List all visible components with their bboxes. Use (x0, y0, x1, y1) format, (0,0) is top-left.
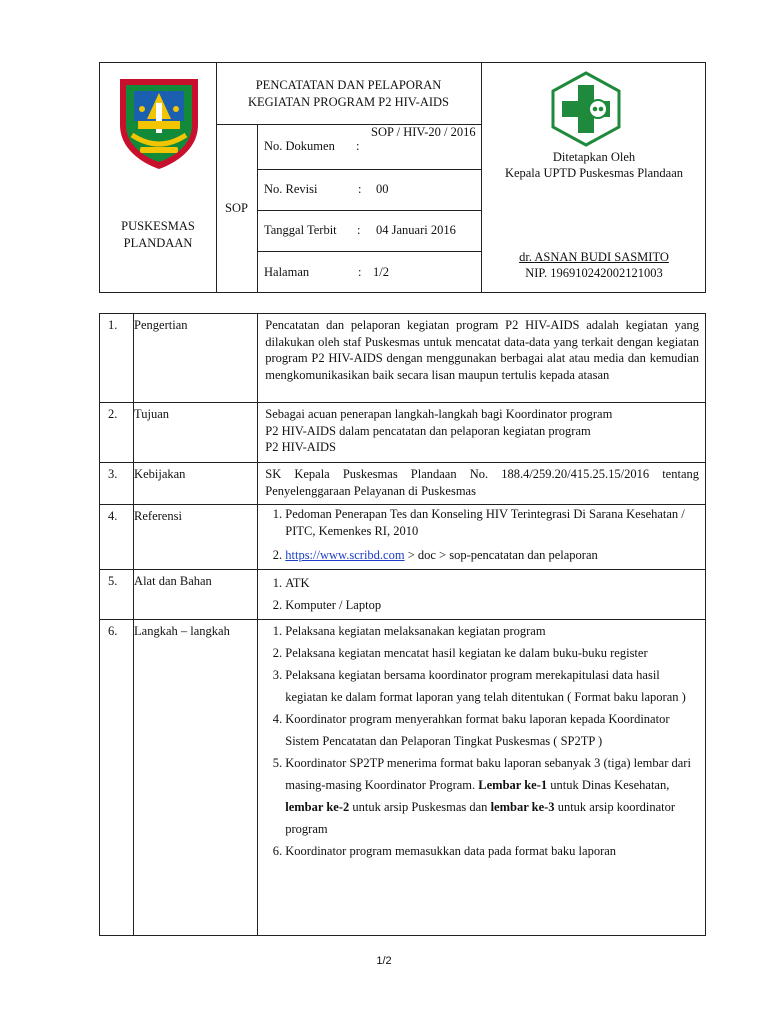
meta-label: No. Dokumen (264, 139, 335, 153)
table-row (100, 314, 706, 403)
list-item (285, 620, 699, 642)
table-row (100, 570, 706, 620)
step-emphasis: lembar ke-2 (285, 800, 350, 814)
meta-row-issue-date (258, 210, 481, 251)
table-row (100, 403, 706, 463)
meta-colon: : (358, 265, 362, 279)
step-text: untuk arsip Puskesmas dan (349, 800, 491, 814)
document-title (216, 77, 481, 111)
sop-label: SOP (225, 201, 248, 215)
meta-colon: : (358, 182, 362, 196)
table-row (100, 620, 706, 936)
table-row (100, 463, 706, 505)
meta-value: SOP / HIV-20 / 2016 (371, 125, 476, 139)
table-row (100, 505, 706, 570)
step-text: Pelaksana kegiatan bersama koordinator program merekapitulasi data hasil kegiatan ke dalam format laporan yang telah ditentukan ( Format baku laporan ) (285, 668, 686, 704)
step-text: Koordinator SP2TP menerima format baku laporan sebanyak 3 (tiga) lembar dari masing-masing Koordinator Program. (285, 756, 691, 792)
section-label: Kebijakan (134, 467, 186, 481)
meta-colon: : (357, 223, 361, 237)
puskesmas-cross-icon (548, 71, 624, 147)
approval-line1: Ditetapkan Oleh (552, 150, 636, 164)
meta-row-revision (258, 169, 481, 210)
meta-label: Halaman (264, 265, 310, 279)
reference-text: Pedoman Penerapan Tes dan Konseling HIV Terintegrasi Di Sarana Kesehatan / PITC, Kemenkes RI, 2010 (285, 507, 685, 538)
regency-crest-icon (116, 73, 202, 171)
step-emphasis: lembar ke-3 (490, 800, 555, 814)
section-number: 3. (108, 467, 118, 481)
sop-content-table (99, 313, 706, 936)
signer-block (481, 249, 707, 281)
section-label: Alat dan Bahan (134, 574, 212, 588)
tool-text: ATK (285, 576, 310, 590)
list-item (285, 752, 699, 840)
section-number: 2. (108, 407, 118, 421)
step-text: untuk arsip koordinator program (285, 800, 676, 836)
list-item (285, 594, 699, 616)
section-label: Langkah – langkah (134, 624, 230, 638)
org-name-line1: PUSKESMAS (121, 219, 195, 233)
section-number: 1. (108, 318, 118, 332)
purpose-line: P2 HIV-AIDS (265, 440, 336, 454)
section-policy-text: SK Kepala Puskesmas Plandaan No. 188.4/259.20/415.25.15/2016 tentang Penyelenggaraan Pelayanan di Puskesmas (265, 467, 699, 498)
approval-text (481, 149, 707, 181)
reference-list (258, 505, 705, 569)
document-header (99, 62, 706, 293)
section-purpose-text (258, 403, 705, 460)
step-text: Koordinator program memasukkan data pada format baku laporan (285, 844, 617, 858)
meta-label: No. Revisi (264, 182, 318, 196)
tool-text: Komputer / Laptop (285, 598, 382, 612)
reference-link[interactable]: https://www.scribd.com (285, 548, 405, 562)
org-name (100, 218, 216, 252)
section-label: Tujuan (134, 407, 170, 421)
signer-nip: NIP. 196910242002121003 (525, 266, 663, 280)
purpose-line: P2 HIV-AIDS dalam pencatatan dan pelaporan kegiatan program (265, 423, 591, 438)
list-item (285, 506, 699, 544)
org-name-line2: PLANDAAN (123, 236, 193, 250)
list-item (285, 664, 699, 708)
list-item (285, 572, 699, 594)
list-item (285, 544, 699, 566)
step-emphasis: Lembar ke-1 (478, 778, 548, 792)
meta-value: 04 Januari 2016 (376, 223, 456, 237)
section-label: Pengertian (134, 318, 188, 332)
steps-list (258, 620, 705, 865)
signer-name: dr. ASNAN BUDI SASMITO (519, 250, 669, 264)
meta-colon: : (356, 139, 360, 153)
list-item (285, 708, 699, 752)
reference-text: > doc > sop-pencatatan dan pelaporan (404, 548, 598, 562)
section-definition-text: Pencatatan dan pelaporan kegiatan program P2 HIV-AIDS adalah kegiatan yang dilakukan oleh staf Puskesmas untuk mencatat data-data yang terkait dengan kegiatan program P2 HIV-AIDS dengan menggunakan berbagai alat atau media dan kemudian mengkomunikasikan baik secara lisan maupun tertulis kepada atasan (265, 318, 699, 382)
meta-label: Tanggal Terbit (264, 223, 337, 237)
step-text: Pelaksana kegiatan mencatat hasil kegiatan ke dalam buku-buku register (285, 646, 648, 660)
list-item (285, 642, 699, 664)
meta-value: 00 (376, 182, 389, 196)
section-number: 6. (108, 624, 118, 638)
step-text: Pelaksana kegiatan melaksanakan kegiatan program (285, 624, 546, 638)
section-number: 5. (108, 574, 118, 588)
section-label: Referensi (134, 509, 182, 523)
page-number: 1/2 (376, 955, 392, 967)
section-number: 4. (108, 509, 118, 523)
step-text: untuk Dinas Kesehatan, (547, 778, 670, 792)
list-item (285, 840, 699, 862)
meta-row-page (258, 251, 481, 294)
step-text: Koordinator program menyerahkan format baku laporan kepada Koordinator Sistem Pencatatan dan Pelaporan Tingkat Puskesmas ( SP2TP ) (285, 712, 670, 748)
title-line2: KEGIATAN PROGRAM P2 HIV-AIDS (248, 95, 449, 109)
title-line1: PENCATATAN DAN PELAPORAN (255, 78, 442, 92)
meta-row-document-number (258, 124, 481, 169)
tools-list (258, 570, 705, 619)
purpose-line: Sebagai acuan penerapan langkah-langkah bagi Koordinator program (265, 407, 613, 421)
approval-line2: Kepala UPTD Puskesmas Plandaan (504, 166, 684, 180)
meta-value: 1/2 (373, 265, 389, 279)
